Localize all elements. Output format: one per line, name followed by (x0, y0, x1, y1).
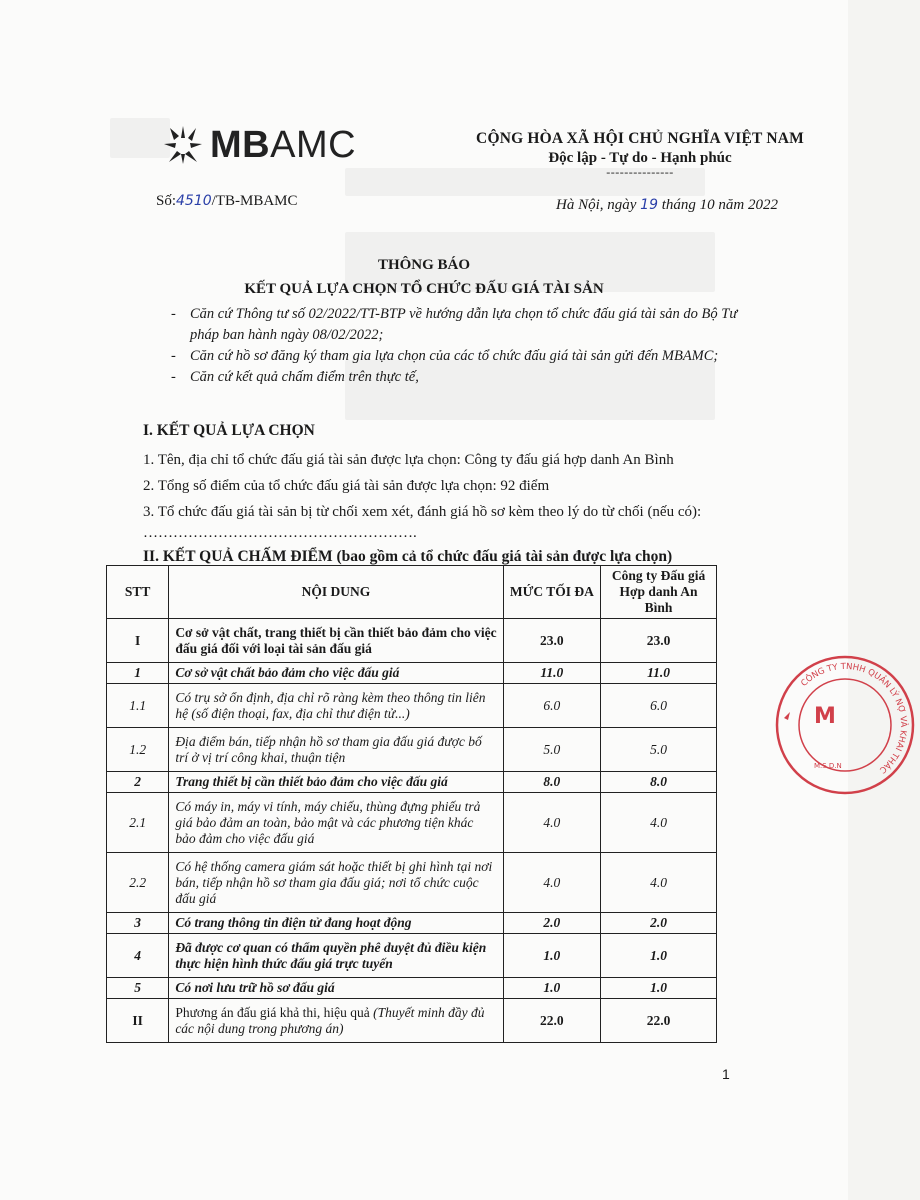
table-row (107, 793, 717, 853)
cell-stt: 2.2 (107, 853, 169, 913)
cell-content: Có nơi lưu trữ hồ sơ đấu giá (169, 978, 503, 999)
cell-score: 11.0 (601, 663, 717, 684)
table-row (107, 934, 717, 978)
cell-max: 1.0 (503, 978, 600, 999)
cell-max: 8.0 (503, 772, 600, 793)
nation-motto: Độc lập - Tự do - Hạnh phúc (548, 150, 732, 166)
cell-stt: I (107, 619, 169, 663)
cell-stt: 1 (107, 663, 169, 684)
legal-bases-list (168, 304, 768, 388)
table-row (107, 999, 717, 1043)
document-date: Hà Nội, ngày 19 tháng 10 năm 2022 (556, 197, 778, 213)
cell-stt: 1.2 (107, 728, 169, 772)
cell-stt: 2 (107, 772, 169, 793)
section-1-items (143, 450, 723, 549)
cell-score: 1.0 (601, 934, 717, 978)
column-header-max: MỨC TỐI ĐA (503, 566, 600, 619)
cell-content-note: (Thuyết minh đầy đủ các nội dung trong phương án) (175, 1004, 485, 1036)
rejected-organizations: 3. Tổ chức đấu giá tài sản bị từ chối xem xét, đánh giá hồ sơ kèm theo lý do từ chối (nếu có): ………………………………………………. (143, 504, 702, 541)
handwritten-number: 4510 (176, 193, 212, 209)
cell-score: 22.0 (601, 999, 717, 1043)
table-row (107, 978, 717, 999)
legal-basis-item: - Căn cứ Thông tư số 02/2022/TT-BTP về hướng dẫn lựa chọn tổ chức đấu giá tài sản do Bộ Tư pháp ban hành ngày 08/02/2022; (168, 304, 768, 346)
cell-score: 23.0 (601, 619, 717, 663)
cell-score: 2.0 (601, 913, 717, 934)
cell-content: Cơ sở vật chất, trang thiết bị cần thiết bảo đảm cho việc đấu giá đối với loại tài sản đấu giá (169, 619, 503, 663)
cell-content: Cơ sở vật chất bảo đảm cho việc đấu giá (169, 663, 503, 684)
cell-max: 11.0 (503, 663, 600, 684)
table-row (107, 728, 717, 772)
cell-content: Có máy in, máy vi tính, máy chiếu, thùng đựng phiếu trả giá bảo đảm an toàn, bảo mật và các phương tiện khác bảo đảm cho việc đấu giá (169, 793, 503, 853)
cell-stt: 1.1 (107, 684, 169, 728)
table-row (107, 772, 717, 793)
cell-stt: 3 (107, 913, 169, 934)
handwritten-day: 19 (640, 197, 658, 213)
document-title: THÔNG BÁO (377, 257, 471, 273)
table-row (107, 853, 717, 913)
table-row (107, 913, 717, 934)
nation-name: CỘNG HÒA XÃ HỘI CHỦ NGHĨA VIỆT NAM (476, 130, 804, 147)
cell-content: Địa điểm bán, tiếp nhận hồ sơ tham gia đấu giá được bố trí ở vị trí công khai, thuận tiện (169, 728, 503, 772)
cell-content (169, 999, 503, 1043)
cell-stt: 5 (107, 978, 169, 999)
cell-max: 1.0 (503, 934, 600, 978)
logo-wordmark: MBAMC (210, 123, 357, 166)
page-number: 1 (722, 1066, 730, 1082)
cell-score: 5.0 (601, 728, 717, 772)
svg-text:M.S.D.N: M.S.D.N (814, 762, 842, 770)
motto-underline: --------------- (606, 165, 674, 179)
document-number: Số:4510/TB-MBAMC (156, 193, 298, 209)
cell-score: 4.0 (601, 853, 717, 913)
cell-max: 4.0 (503, 793, 600, 853)
table-row (107, 663, 717, 684)
table-header-row (107, 566, 717, 619)
national-motto (470, 130, 810, 180)
cell-score: 4.0 (601, 793, 717, 853)
cell-stt: 4 (107, 934, 169, 978)
cell-content: Có hệ thống camera giám sát hoặc thiết bị ghi hình tại nơi bán, tiếp nhận hồ sơ tham gia đấu giá; nơi tổ chức cuộc đấu giá (169, 853, 503, 913)
cell-max: 5.0 (503, 728, 600, 772)
cell-score: 6.0 (601, 684, 717, 728)
cell-max: 6.0 (503, 684, 600, 728)
selected-organization: 1. Tên, địa chỉ tổ chức đấu giá tài sản được lựa chọn: Công ty đấu giá hợp danh An Bình (143, 452, 674, 468)
score-table (106, 565, 717, 1043)
document-subtitle: KẾT QUẢ LỰA CHỌN TỔ CHỨC ĐẤU GIÁ TÀI SẢN (244, 281, 604, 297)
legal-basis-item: - Căn cứ kết quả chấm điểm trên thực tế, (168, 367, 768, 388)
cell-stt: II (107, 999, 169, 1043)
section-2-heading: II. KẾT QUẢ CHẤM ĐIỂM (bao gồm cả tổ chức đấu giá tài sản được lựa chọn) (143, 548, 673, 565)
cell-content: Có trụ sở ổn định, địa chỉ rõ ràng kèm theo thông tin liên hệ (số điện thoại, fax, địa chỉ thư điện tử...) (169, 684, 503, 728)
svg-text:CÔNG TY TNHH QUẢN LÝ NỢ VÀ KHA: CÔNG TY TNHH QUẢN LÝ NỢ VÀ KHAI THÁC (799, 661, 909, 775)
svg-text:M: M (814, 704, 836, 729)
cell-max: 22.0 (503, 999, 600, 1043)
cell-stt: 2.1 (107, 793, 169, 853)
company-logo (160, 122, 356, 168)
cell-content: Có trang thông tin điện tử đang hoạt động (169, 913, 503, 934)
cell-max: 2.0 (503, 913, 600, 934)
total-score: 2. Tổng số điểm của tổ chức đấu giá tài sản được lựa chọn: 92 điểm (143, 478, 550, 494)
table-row (107, 684, 717, 728)
cell-score: 1.0 (601, 978, 717, 999)
table-row (107, 619, 717, 663)
cell-max: 23.0 (503, 619, 600, 663)
cell-max: 4.0 (503, 853, 600, 913)
cell-content: Đã được cơ quan có thẩm quyền phê duyệt đủ điều kiện thực hiện hình thức đấu giá trực tuyến (169, 934, 503, 978)
column-header-stt: STT (107, 566, 169, 619)
cell-content-main: Phương án đấu giá khả thi, hiệu quả (175, 1004, 370, 1020)
column-header-content: NỘI DUNG (169, 566, 503, 619)
legal-basis-item: - Căn cứ hồ sơ đăng ký tham gia lựa chọn của các tổ chức đấu giá tài sản gửi đến MBAMC; (168, 346, 768, 367)
mbamc-star-logo-icon (160, 122, 206, 168)
section-1-heading: I. KẾT QUẢ LỰA CHỌN (143, 422, 315, 439)
company-stamp-icon (770, 650, 920, 800)
column-header-an-binh: Công ty Đấu giá Hợp danh An Bình (601, 566, 717, 619)
cell-content: Trang thiết bị cần thiết bảo đảm cho việc đấu giá (169, 772, 503, 793)
cell-score: 8.0 (601, 772, 717, 793)
